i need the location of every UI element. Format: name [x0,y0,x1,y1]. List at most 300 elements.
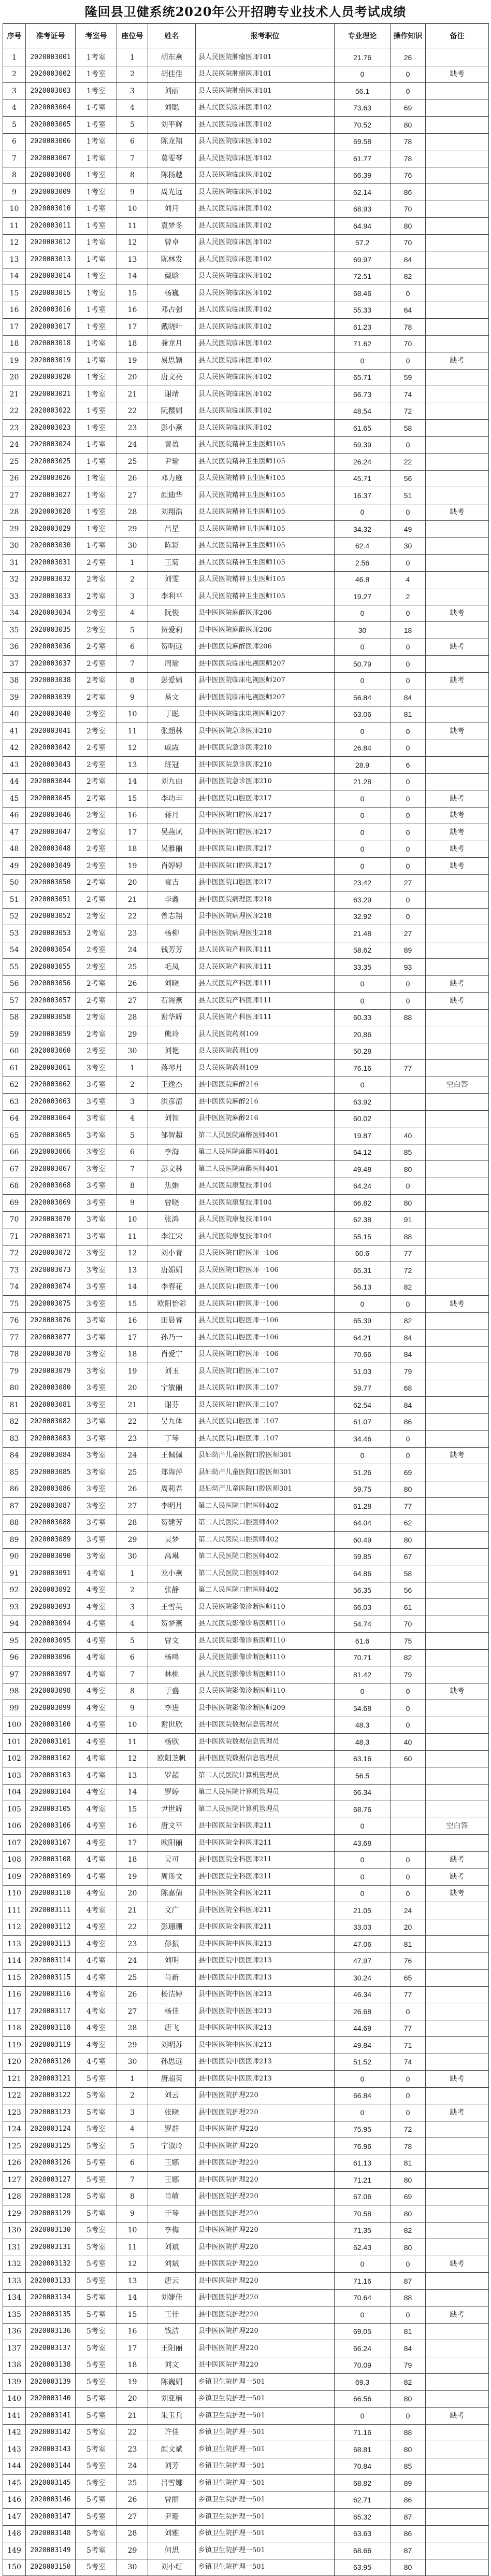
cell-remark: 缺考 [426,824,489,841]
table-row [3,2087,489,2104]
cell-seq: 97 [3,1666,26,1683]
table-row [3,723,489,740]
cell-remark [426,874,489,891]
cell-theory-score: 49.48 [335,1161,391,1178]
cell-post: 县人民医院口腔医师一106 [196,1346,335,1363]
cell-exam-no: 2020003004 [26,100,76,117]
cell-operation-score: 0 [391,908,426,925]
cell-seq: 7 [3,150,26,167]
cell-seq: 96 [3,1649,26,1666]
cell-post: 县人民医院产科医师111 [196,975,335,993]
cell-operation-score: 0 [391,1851,426,1869]
cell-exam-no: 2020003120 [26,2054,76,2071]
cell-remark [426,1616,489,1633]
table-row [3,1986,489,2003]
table-row [3,1431,489,1448]
cell-seq: 74 [3,1279,26,1296]
cell-post: 县中医医院护理220 [196,2087,335,2104]
cell-operation-score: 81 [391,1936,426,1953]
cell-theory-score: 70.84 [335,2458,391,2475]
cell-remark [426,1144,489,1161]
cell-remark: 缺考 [426,858,489,875]
cell-seq: 118 [3,2020,26,2037]
cell-post: 县人民医院药剂109 [196,1060,335,1077]
cell-seq: 136 [3,2323,26,2340]
cell-remark: 缺考 [426,841,489,858]
cell-seq: 115 [3,1970,26,1987]
cell-post: 县中医医院口腔医师217 [196,807,335,824]
cell-remark [426,1060,489,1077]
table-row [3,1532,489,1549]
cell-seat: 25 [117,2475,148,2492]
cell-exam-no: 2020003032 [26,571,76,588]
cell-exam-no: 2020003148 [26,2525,76,2542]
table-row [3,1464,489,1481]
table-row [3,454,489,471]
cell-exam-no: 2020003030 [26,537,76,555]
cell-room: 1考室 [76,487,117,504]
cell-exam-no: 2020003117 [26,2003,76,2020]
cell-seat: 20 [117,2390,148,2408]
cell-post: 县中医医院临床电视医师207 [196,706,335,723]
cell-room: 5考室 [76,2458,117,2475]
cell-operation-score: 77 [391,2020,426,2037]
cell-remark: 缺考 [426,1885,489,1902]
cell-name: 陈嘉倩 [148,1885,196,1902]
cell-post: 县妇幼产儿童医院口腔医师301 [196,1447,335,1464]
table-row [3,1633,489,1650]
cell-seq: 65 [3,1127,26,1144]
table-row [3,2475,489,2492]
table-row [3,1279,489,1296]
cell-post: 县人民医院临床医师102 [196,335,335,352]
cell-room: 1考室 [76,302,117,319]
table-row [3,1835,489,1852]
table-row [3,2071,489,2088]
cell-remark [426,2037,489,2054]
cell-operation-score: 79 [391,1666,426,1683]
cell-seq: 131 [3,2239,26,2256]
cell-theory-score: 65.39 [335,1312,391,1329]
cell-seat: 4 [117,1110,148,1127]
cell-name: 颜迪华 [148,487,196,504]
cell-operation-score: 0 [391,83,426,100]
scores-table [3,23,489,2576]
cell-seq: 12 [3,234,26,251]
cell-theory-score: 0 [335,1683,391,1700]
cell-room: 5考室 [76,2289,117,2306]
cell-remark: 缺考 [426,2071,489,2088]
cell-seq: 50 [3,874,26,891]
cell-name: 袁吉 [148,874,196,891]
cell-name: 王逸杰 [148,1077,196,1094]
cell-exam-no: 2020003043 [26,757,76,774]
cell-name: 王佩佩 [148,1447,196,1464]
header-name: 姓名 [148,24,196,49]
cell-theory-score: 61.07 [335,1413,391,1431]
cell-post: 县人民医院肿瘤医师101 [196,66,335,83]
cell-room: 2考室 [76,571,117,588]
cell-room: 2考室 [76,1043,117,1060]
cell-operation-score: 69 [391,1464,426,1481]
cell-seat: 28 [117,2525,148,2542]
cell-post: 县人民医院口腔医师二107 [196,1380,335,1397]
cell-seat: 2 [117,1077,148,1094]
cell-theory-score: 66.03 [335,1599,391,1616]
cell-remark: 缺考 [426,2256,489,2273]
cell-theory-score: 21.28 [335,773,391,790]
cell-room: 2考室 [76,605,117,622]
cell-name: 张静 [148,1582,196,1599]
header-seq: 序号 [3,24,26,49]
cell-remark [426,1026,489,1043]
cell-exam-no: 2020003015 [26,285,76,302]
cell-name: 邹智超 [148,1127,196,1144]
cell-exam-no: 2020003007 [26,150,76,167]
cell-name: 蒋琴月 [148,1060,196,1077]
cell-exam-no: 2020003014 [26,268,76,285]
cell-room: 5考室 [76,2340,117,2357]
cell-operation-score: 82 [391,2222,426,2239]
cell-exam-no: 2020003135 [26,2306,76,2324]
cell-seq: 137 [3,2340,26,2357]
cell-seq: 20 [3,369,26,386]
cell-seat: 2 [117,66,148,83]
cell-seq: 6 [3,133,26,150]
cell-remark [426,2188,489,2205]
cell-room: 2考室 [76,672,117,689]
cell-operation-score: 81 [391,2155,426,2172]
cell-theory-score: 72.51 [335,268,391,285]
cell-theory-score: 33.35 [335,959,391,976]
table-row [3,2424,489,2441]
table-row [3,234,489,251]
cell-room: 5考室 [76,2357,117,2374]
table-row [3,1413,489,1431]
cell-theory-score: 54.74 [335,1616,391,1633]
cell-name: 肖敏 [148,2188,196,2205]
table-row [3,352,489,370]
cell-post: 县中医医院数据信息管理员 [196,1734,335,1751]
cell-name: 刘雅 [148,2525,196,2542]
cell-post: 县中医医院口腔医师217 [196,790,335,808]
cell-remark [426,2020,489,2037]
cell-operation-score: 0 [391,773,426,790]
cell-theory-score: 64.12 [335,1144,391,1161]
cell-room: 5考室 [76,2273,117,2290]
cell-room: 2考室 [76,975,117,993]
cell-post: 县人民医院临床医师102 [196,251,335,268]
cell-exam-no: 2020003084 [26,1447,76,1464]
cell-operation-score: 26 [391,49,426,66]
cell-name: 许佳 [148,2424,196,2441]
cell-seq: 41 [3,723,26,740]
cell-remark [426,470,489,487]
cell-name: 刘平辉 [148,117,196,134]
cell-seat: 21 [117,1397,148,1414]
cell-theory-score: 65.32 [335,2509,391,2526]
cell-name: 袁梦冬 [148,218,196,235]
cell-theory-score: 54.68 [335,1700,391,1717]
cell-seat: 8 [117,167,148,184]
cell-name: 肖婷婷 [148,858,196,875]
table-row [3,2357,489,2374]
cell-seat: 17 [117,1835,148,1852]
cell-room: 3考室 [76,1094,117,1111]
cell-name: 杨欣 [148,1734,196,1751]
cell-seat: 10 [117,2222,148,2239]
cell-name: 刘明苏 [148,2037,196,2054]
cell-exam-no: 2020003034 [26,605,76,622]
cell-seat: 24 [117,1952,148,1970]
cell-post: 县人民医院临床医师102 [196,117,335,134]
table-row [3,639,489,656]
cell-exam-no: 2020003078 [26,1346,76,1363]
cell-theory-score: 0 [335,1851,391,1869]
cell-remark: 缺考 [426,2104,489,2121]
cell-name: 刘婕佳 [148,2289,196,2306]
cell-seq: 121 [3,2071,26,2088]
cell-seq: 107 [3,1835,26,1852]
cell-seat: 19 [117,858,148,875]
cell-post: 县中医医院急诊医师210 [196,740,335,757]
table-row [3,2205,489,2223]
cell-room: 1考室 [76,117,117,134]
table-row [3,1178,489,1195]
cell-theory-score: 43.68 [335,1835,391,1852]
cell-theory-score: 71.16 [335,2424,391,2441]
cell-exam-no: 2020003065 [26,1127,76,1144]
cell-remark [426,1717,489,1734]
cell-operation-score: 76 [391,167,426,184]
cell-seat: 19 [117,1363,148,1380]
cell-seq: 106 [3,1818,26,1835]
table-row [3,706,489,723]
cell-room: 2考室 [76,993,117,1010]
table-row [3,470,489,487]
cell-post: 乡镇卫生院护理一501 [196,2374,335,2391]
cell-name: 刘晓 [148,975,196,993]
cell-seq: 92 [3,1582,26,1599]
cell-operation-score: 0 [391,1296,426,1313]
cell-seq: 117 [3,2003,26,2020]
cell-theory-score: 68.82 [335,2475,391,2492]
table-row [3,1262,489,1279]
cell-seq: 69 [3,1195,26,1212]
table-row [3,807,489,824]
cell-remark [426,1312,489,1329]
cell-post: 县中医医院麻醉216 [196,1094,335,1111]
cell-exam-no: 2020003070 [26,1211,76,1228]
cell-remark: 缺考 [426,66,489,83]
cell-seat: 1 [117,1565,148,1582]
cell-exam-no: 2020003142 [26,2424,76,2441]
cell-seq: 27 [3,487,26,504]
cell-seq: 88 [3,1515,26,1532]
cell-operation-score: 0 [391,504,426,521]
cell-seq: 10 [3,201,26,218]
table-row [3,1919,489,1936]
cell-remark: 缺考 [426,1447,489,1464]
cell-exam-no: 2020003134 [26,2289,76,2306]
cell-operation-score: 80 [391,2559,426,2576]
cell-seat: 29 [117,2542,148,2559]
cell-post: 县中医医院护理220 [196,2172,335,2189]
cell-room: 2考室 [76,757,117,774]
cell-name: 孙思远 [148,2054,196,2071]
cell-remark [426,1515,489,1532]
cell-remark [426,1380,489,1397]
cell-seat: 26 [117,1481,148,1498]
cell-remark: 缺考 [426,352,489,370]
cell-exam-no: 2020003116 [26,1986,76,2003]
cell-seq: 108 [3,1851,26,1869]
cell-seq: 45 [3,790,26,808]
cell-theory-score: 46.34 [335,1986,391,2003]
cell-seq: 75 [3,1296,26,1313]
cell-theory-score: 59.77 [335,1380,391,1397]
table-row [3,1801,489,1818]
cell-operation-score: 80 [391,2390,426,2408]
cell-theory-score: 50.79 [335,656,391,673]
cell-seat: 24 [117,1447,148,1464]
table-row [3,1952,489,1970]
cell-remark [426,537,489,555]
cell-room: 1考室 [76,369,117,386]
cell-operation-score: 86 [391,2492,426,2509]
table-row [3,1767,489,1785]
cell-room: 4考室 [76,1633,117,1650]
table-row [3,436,489,454]
cell-exam-no: 2020003051 [26,891,76,909]
cell-remark [426,1633,489,1650]
cell-room: 5考室 [76,2071,117,2088]
cell-seq: 73 [3,1262,26,1279]
cell-post: 县中医医院护理220 [196,2256,335,2273]
cell-seq: 32 [3,571,26,588]
cell-exam-no: 2020003122 [26,2087,76,2104]
cell-seq: 49 [3,858,26,875]
cell-seq: 81 [3,1397,26,1414]
cell-exam-no: 2020003027 [26,487,76,504]
cell-seq: 93 [3,1599,26,1616]
cell-theory-score: 70.71 [335,1649,391,1666]
cell-operation-score: 0 [391,1178,426,1195]
cell-seq: 101 [3,1734,26,1751]
cell-post: 县中医医院口腔医师217 [196,874,335,891]
cell-post: 县人民医院临床医师102 [196,386,335,403]
cell-room: 4考室 [76,1869,117,1886]
table-row [3,689,489,706]
cell-seq: 125 [3,2138,26,2155]
cell-remark: 缺考 [426,639,489,656]
cell-room: 3考室 [76,1532,117,1549]
cell-remark [426,2239,489,2256]
cell-operation-score: 77 [391,1986,426,2003]
cell-seat: 5 [117,2138,148,2155]
cell-room: 2考室 [76,555,117,572]
cell-post: 县中医医院急诊医师210 [196,723,335,740]
cell-theory-score: 61.23 [335,319,391,336]
cell-name: 吴燕凤 [148,824,196,841]
cell-name: 刘艳 [148,1043,196,1060]
cell-theory-score: 60.02 [335,1110,391,1127]
cell-room: 1考室 [76,251,117,268]
cell-seq: 14 [3,268,26,285]
table-row [3,1548,489,1565]
cell-seq: 66 [3,1144,26,1161]
cell-remark [426,319,489,336]
table-row [3,100,489,117]
cell-post: 县中医医院口腔医师217 [196,841,335,858]
cell-seq: 52 [3,908,26,925]
cell-room: 4考室 [76,2037,117,2054]
cell-seq: 80 [3,1380,26,1397]
table-row [3,2306,489,2324]
cell-theory-score: 26.68 [335,2003,391,2020]
cell-name: 刘小青 [148,1245,196,1262]
table-row [3,555,489,572]
cell-theory-score: 70.58 [335,2205,391,2223]
cell-remark [426,555,489,572]
cell-seq: 94 [3,1616,26,1633]
cell-operation-score: 71 [391,2037,426,2054]
cell-post: 县中医医院急诊医师210 [196,773,335,790]
cell-name: 陈巍娟 [148,2374,196,2391]
cell-remark: 缺考 [426,2408,489,2425]
cell-seq: 77 [3,1329,26,1347]
cell-exam-no: 2020003126 [26,2155,76,2172]
table-row [3,874,489,891]
cell-seq: 55 [3,959,26,976]
cell-post: 县人民医院影像诊断医师110 [196,1683,335,1700]
cell-post: 县中医医院中医医师213 [196,1970,335,1987]
cell-remark [426,1700,489,1717]
cell-remark [426,1936,489,1953]
cell-theory-score: 0 [335,504,391,521]
cell-remark [426,133,489,150]
cell-remark [426,622,489,639]
cell-exam-no: 2020003125 [26,2138,76,2155]
cell-room: 4考室 [76,2020,117,2037]
cell-theory-score: 46.8 [335,571,391,588]
cell-room: 3考室 [76,1329,117,1347]
cell-remark [426,2340,489,2357]
cell-room: 5考室 [76,2441,117,2458]
cell-name: 唐飞 [148,2020,196,2037]
cell-theory-score: 44.69 [335,2020,391,2037]
cell-operation-score: 0 [391,656,426,673]
cell-name: 于琴 [148,2205,196,2223]
cell-seq: 132 [3,2256,26,2273]
cell-operation-score: 0 [391,2071,426,2088]
cell-seq: 90 [3,1548,26,1565]
cell-theory-score: 62.43 [335,2239,391,2256]
cell-room: 1考室 [76,403,117,420]
cell-name: 周瑜 [148,656,196,673]
cell-name: 王娜 [148,2155,196,2172]
cell-post: 乡镇卫生院护理一501 [196,2390,335,2408]
table-row [3,773,489,790]
cell-seq: 129 [3,2205,26,2223]
cell-room: 5考室 [76,2559,117,2576]
cell-room: 2考室 [76,639,117,656]
cell-operation-score: 68 [391,1380,426,1397]
cell-post: 县人民医院康复技师104 [196,1195,335,1212]
cell-room: 3考室 [76,1413,117,1431]
table-row [3,251,489,268]
cell-theory-score: 0 [335,2306,391,2324]
